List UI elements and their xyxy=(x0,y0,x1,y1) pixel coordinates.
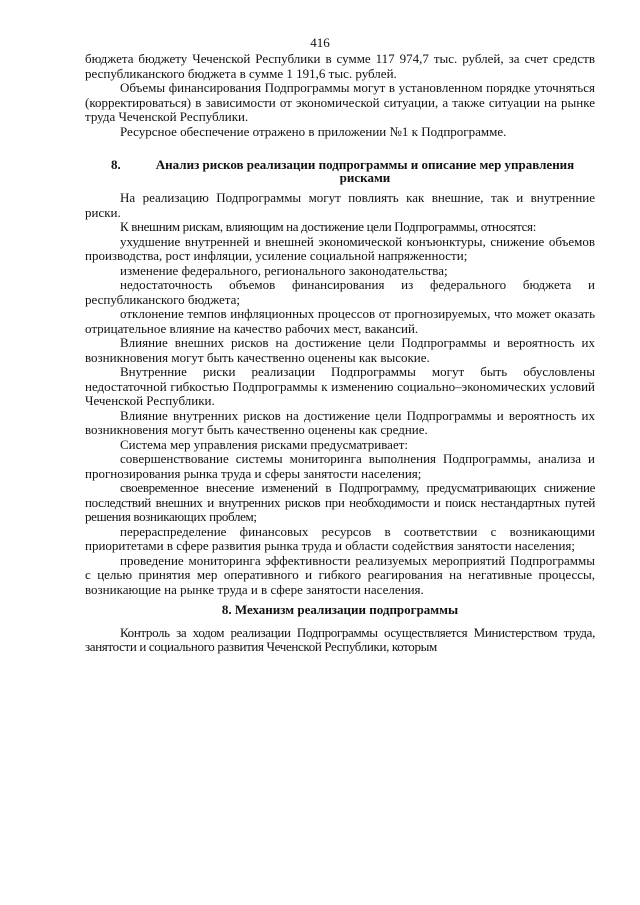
paragraph: Ресурсное обеспечение отражено в приложении №1 к Подпрограмме. xyxy=(120,123,507,139)
page-number: 416 xyxy=(310,35,330,50)
paragraph: отклонение темпов инфляционных процессов от прогнозируемых, что может оказать отрицательное влияние на качество рабочих мест, вакансий. xyxy=(85,306,595,336)
paragraph: изменение федерального, регионального законодательства; xyxy=(120,262,448,278)
paragraph: Влияние внутренних рисков на достижение цели Подпрограммы и вероятность их возникновения могут быть качественно оценены как средние. xyxy=(85,407,595,437)
paragraph: Влияние внешних рисков на достижение цели Подпрограммы и вероятность их возникновения могут быть качественно оценены как высокие. xyxy=(85,335,595,365)
paragraph: совершенствование системы мониторинга выполнения Подпрограммы, анализа и прогнозирования рынка труда и сферы занятости населения; xyxy=(85,451,595,481)
paragraph: своевременное внесение изменений в Подпрограмму, предусматривающих снижение последствий внешних и внутренних рисков при необходимости и поиск нестандартных путей решения возникающих проблем; xyxy=(85,480,595,524)
paragraph: На реализацию Подпрограммы могут повлиять как внешние, так и внутренние риски. xyxy=(85,190,595,220)
paragraph: Система мер управления рисками предусматривает: xyxy=(120,436,409,452)
paragraph: бюджета бюджету Чеченской Республики в сумме 117 974,7 тыс. рублей, за счет средств республиканского бюджета в сумме 1 191,6 тыс. рублей. xyxy=(85,51,595,81)
paragraph: К внешним рискам, влияющим на достижение цели Подпрограммы, относятся: xyxy=(120,219,536,234)
paragraph: перераспределение финансовых ресурсов в соответствии с возникающими приоритетами в сфере развития рынка труда и области содействия занятости населения; xyxy=(85,523,595,553)
paragraph: Контроль за ходом реализации Подпрограммы осуществляется Министерством труда, занятости и социального развития Чеченской Республики, которым xyxy=(85,624,595,654)
page-content xyxy=(85,52,595,655)
paragraph: недостаточность объемов финансирования из федерального бюджета и республиканского бюджета; xyxy=(85,277,595,307)
paragraph: ухудшение внутренней и внешней экономической конъюнктуры, снижение объемов производства, рост инфляции, усиление социальной напряженности; xyxy=(85,233,595,263)
section-title: Анализ рисков реализации подпрограммы и описание мер управления рисками xyxy=(155,157,575,185)
paragraph: Объемы финансирования Подпрограммы могут в установленном порядке уточняться (корректироваться) в зависимости от экономической ситуации, а также ситуации на рынке труда Чеченской Республики. xyxy=(85,80,595,124)
section-heading-mechanism: 8. Механизм реализации подпрограммы xyxy=(221,602,459,617)
paragraph: проведение мониторинга эффективности реализуемых мероприятий Подпрограммы с целью принятия мер оперативного и гибкого реагирования на негативные процессы, возникающие на рынке труда и в сфере занятости населения. xyxy=(85,552,595,597)
section-heading xyxy=(85,158,595,184)
section-number: 8. xyxy=(111,157,121,172)
paragraph: Внутренние риски реализации Подпрограммы могут быть обусловлены недостаточной гибкостью Подпрограммы к изменению социально–экономических условий Чеченской Республики. xyxy=(85,364,595,408)
